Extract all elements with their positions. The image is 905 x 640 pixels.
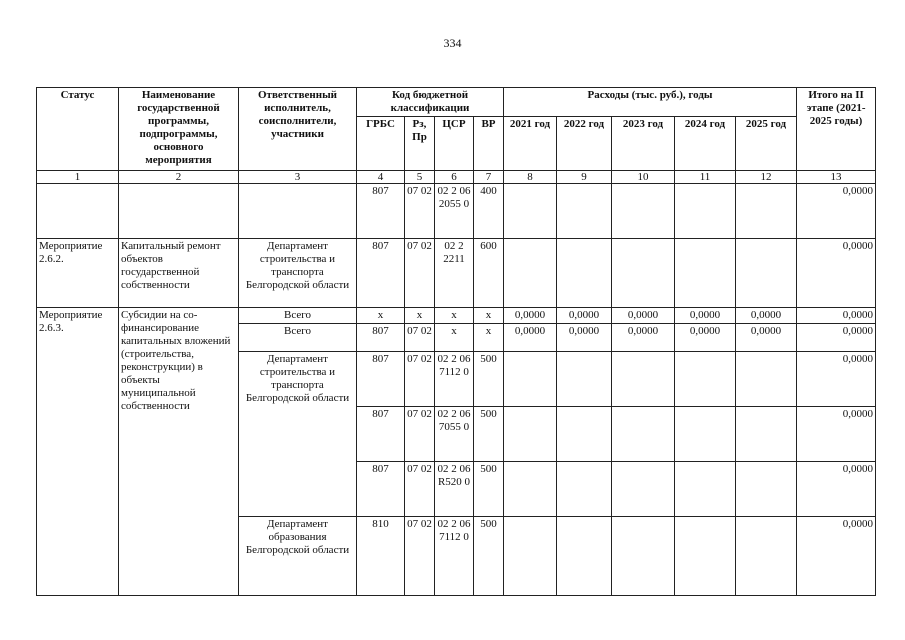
csr-cell: x: [435, 324, 474, 352]
value-2023: 0,0000: [612, 324, 675, 352]
col-number: 2: [119, 171, 239, 184]
rz-pr-cell: 07 02: [405, 324, 435, 352]
grbs-cell: 807: [357, 352, 405, 407]
table-row: [37, 184, 876, 239]
responsible-cell: Департамент образования Белгородской области: [239, 517, 357, 596]
header-program-name: Наименование государственной программы, подпрограммы, основного мероприятия: [119, 88, 239, 171]
vr-cell: 500: [474, 352, 504, 407]
vr-cell: 600: [474, 239, 504, 308]
grbs-cell: 810: [357, 517, 405, 596]
grbs-cell: 807: [357, 462, 405, 517]
value-2024: 0,0000: [675, 308, 736, 324]
col-number: 1: [37, 171, 119, 184]
vr-cell: x: [474, 308, 504, 324]
col-number: 6: [435, 171, 474, 184]
header-2025: 2025 год: [736, 117, 797, 171]
header-rz-pr: Рз, Пр: [405, 117, 435, 171]
total-cell: 0,0000: [797, 462, 876, 517]
vr-cell: x: [474, 324, 504, 352]
total-cell: 0,0000: [797, 239, 876, 308]
name-cell: Субсидии на со-финансирование капитальных вложений (строительства, реконструкции) в объекты муниципальной собственности: [119, 308, 239, 596]
vr-cell: 500: [474, 407, 504, 462]
value-2023: 0,0000: [612, 308, 675, 324]
status-cell: Мероприятие 2.6.3.: [37, 308, 119, 596]
total-cell: 0,0000: [797, 324, 876, 352]
rz-pr-cell: 07 02: [405, 352, 435, 407]
col-number: 12: [736, 171, 797, 184]
responsible-cell: Всего: [239, 308, 357, 324]
column-number-row: [37, 171, 876, 184]
col-number: 3: [239, 171, 357, 184]
col-number: 5: [405, 171, 435, 184]
budget-table: [36, 87, 876, 596]
col-number: 11: [675, 171, 736, 184]
rz-pr-cell: 07 02: [405, 462, 435, 517]
value-2025: 0,0000: [736, 308, 797, 324]
total-cell: 0,0000: [797, 352, 876, 407]
vr-cell: 500: [474, 517, 504, 596]
status-cell: Мероприятие 2.6.2.: [37, 239, 119, 308]
col-number: 13: [797, 171, 876, 184]
responsible-cell: Всего: [239, 324, 357, 352]
col-number: 10: [612, 171, 675, 184]
grbs-cell: 807: [357, 184, 405, 239]
header-expenses: Расходы (тыс. руб.), годы: [504, 88, 797, 117]
table-row: [37, 239, 876, 308]
csr-cell: 02 2 06 7112 0: [435, 517, 474, 596]
col-number: 9: [557, 171, 612, 184]
table-row: [37, 308, 876, 324]
name-cell: Капитальный ремонт объектов государственной собственности: [119, 239, 239, 308]
grbs-cell: 807: [357, 407, 405, 462]
total-cell: 0,0000: [797, 407, 876, 462]
csr-cell: 02 2 2211: [435, 239, 474, 308]
total-cell: 0,0000: [797, 184, 876, 239]
header-csr: ЦСР: [435, 117, 474, 171]
header-row-1: [37, 88, 876, 117]
value-2021: 0,0000: [504, 308, 557, 324]
value-2022: 0,0000: [557, 324, 612, 352]
total-cell: 0,0000: [797, 308, 876, 324]
total-cell: 0,0000: [797, 517, 876, 596]
header-vr: ВР: [474, 117, 504, 171]
responsible-cell: Департамент строительства и транспорта Белгородской области: [239, 239, 357, 308]
header-budget-code: Код бюджетной классификации: [357, 88, 504, 117]
rz-pr-cell: x: [405, 308, 435, 324]
grbs-cell: 807: [357, 324, 405, 352]
vr-cell: 400: [474, 184, 504, 239]
header-grbs: ГРБС: [357, 117, 405, 171]
csr-cell: 02 2 06 2055 0: [435, 184, 474, 239]
col-number: 8: [504, 171, 557, 184]
col-number: 7: [474, 171, 504, 184]
csr-cell: 02 2 06 7055 0: [435, 407, 474, 462]
rz-pr-cell: 07 02: [405, 239, 435, 308]
value-2024: 0,0000: [675, 324, 736, 352]
header-status: Статус: [37, 88, 119, 171]
csr-cell: 02 2 06 7112 0: [435, 352, 474, 407]
value-2025: 0,0000: [736, 324, 797, 352]
grbs-cell: x: [357, 308, 405, 324]
page-number: 334: [443, 36, 462, 50]
value-2021: 0,0000: [504, 324, 557, 352]
rz-pr-cell: 07 02: [405, 407, 435, 462]
csr-cell: 02 2 06 R520 0: [435, 462, 474, 517]
vr-cell: 500: [474, 462, 504, 517]
header-2023: 2023 год: [612, 117, 675, 171]
header-responsible: Ответственный исполнитель, соисполнители, участники: [239, 88, 357, 171]
grbs-cell: 807: [357, 239, 405, 308]
csr-cell: x: [435, 308, 474, 324]
rz-pr-cell: 07 02: [405, 184, 435, 239]
rz-pr-cell: 07 02: [405, 517, 435, 596]
header-2022: 2022 год: [557, 117, 612, 171]
header-2021: 2021 год: [504, 117, 557, 171]
header-total: Итого на II этапе (2021-2025 годы): [797, 88, 876, 171]
header-2024: 2024 год: [675, 117, 736, 171]
responsible-cell: Департамент строительства и транспорта Белгородской области: [239, 352, 357, 517]
value-2022: 0,0000: [557, 308, 612, 324]
col-number: 4: [357, 171, 405, 184]
